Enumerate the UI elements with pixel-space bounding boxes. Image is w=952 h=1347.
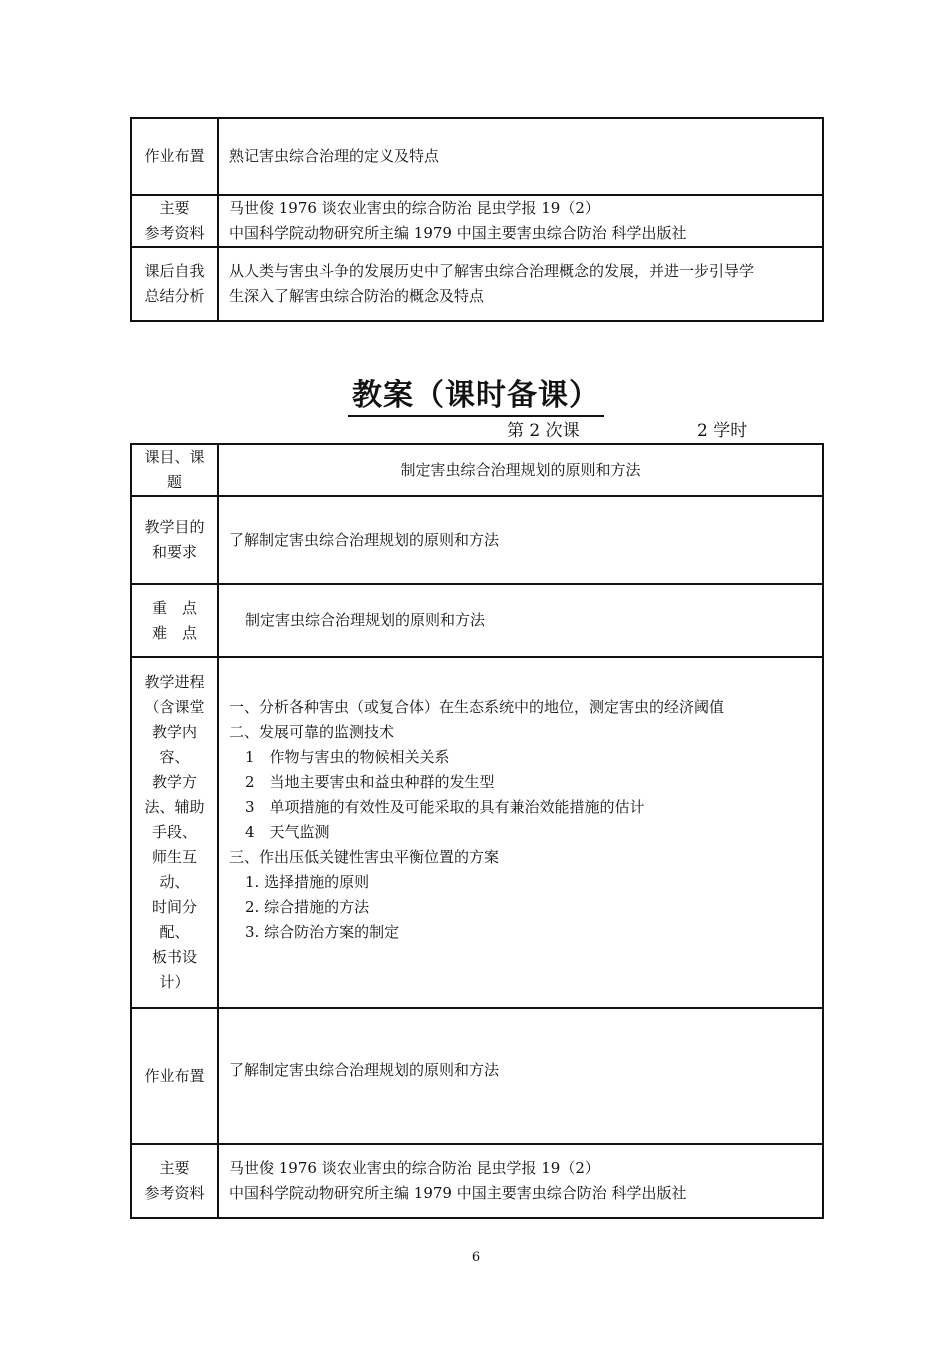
lesson-table — [130, 443, 824, 1219]
process-label-line: 计） — [159, 973, 190, 991]
homework-label: 作业布置 — [131, 118, 218, 195]
references-label-line: 参考资料 — [144, 224, 205, 242]
key-points-label-line: 重 点 — [151, 598, 197, 617]
key-points-value: 制定害虫综合治理规划的原则和方法 — [218, 584, 823, 657]
process-line: 一、分析各种害虫（或复合体）在生态系统中的地位，测定害虫的经济阈值 — [229, 698, 725, 716]
bottom-reference-line: 中国科学院动物研究所主编 1979 中国主要害虫综合防治 科学出版社 — [229, 1184, 687, 1202]
process-label-line: 师生互 — [151, 848, 197, 866]
bottom-references-label — [131, 1144, 218, 1218]
lesson-prefix: 第 — [507, 421, 524, 441]
bottom-homework-value: 了解制定害虫综合治理规划的原则和方法 — [218, 1008, 823, 1144]
process-label-line: 板书设 — [151, 948, 197, 966]
key-points-label — [131, 584, 218, 657]
homework-row — [131, 118, 823, 195]
lesson-plan-title-text: 教案（课时备课） — [348, 378, 604, 417]
lesson-hours — [697, 420, 747, 442]
process-line: 1. 选择措施的原则 — [245, 873, 370, 891]
self-analysis-line: 从人类与害虫斗争的发展历史中了解害虫综合治理概念的发展，并进一步引导学 — [229, 262, 755, 280]
process-line: 2. 综合措施的方法 — [245, 898, 370, 916]
process-content — [218, 657, 823, 1008]
topic-value: 制定害虫综合治理规划的原则和方法 — [218, 444, 823, 496]
lesson-number: 2 — [529, 421, 541, 441]
reference-line: 马世俊 1976 谈农业害虫的综合防治 昆虫学报 19（2） — [229, 199, 600, 217]
self-analysis-label — [131, 247, 218, 321]
references-row — [131, 195, 823, 247]
topic-label-line: 课目、课 — [144, 448, 205, 466]
self-analysis-value — [218, 247, 823, 321]
process-line: 2 当地主要害虫和益虫种群的发生型 — [245, 773, 495, 791]
bottom-references-row — [131, 1144, 823, 1218]
lesson-plan-title — [0, 376, 952, 416]
topic-row — [131, 444, 823, 496]
process-line: 1 作物与害虫的物候相关关系 — [245, 748, 450, 766]
process-label-line: 教学内 — [151, 723, 197, 741]
process-label-line: 手段、 — [151, 823, 197, 841]
process-label — [131, 657, 218, 1008]
process-line: 3 单项措施的有效性及可能采取的具有兼治效能措施的估计 — [245, 798, 645, 816]
goals-row — [131, 496, 823, 584]
self-analysis-label-line: 课后自我 — [144, 262, 205, 280]
topic-label — [131, 444, 218, 496]
process-row — [131, 657, 823, 1008]
hours-number: 2 — [697, 421, 708, 441]
reference-line: 中国科学院动物研究所主编 1979 中国主要害虫综合防治 科学出版社 — [229, 224, 687, 242]
goals-label — [131, 496, 218, 584]
top-table — [130, 117, 824, 322]
self-analysis-line: 生深入了解害虫综合防治的概念及特点 — [229, 287, 485, 305]
bottom-references-label-line: 参考资料 — [144, 1184, 205, 1202]
self-analysis-row — [131, 247, 823, 321]
process-label-line: 时间分 — [151, 898, 197, 916]
key-points-label-line: 难 点 — [151, 623, 197, 642]
process-line: 三、作出压低关键性害虫平衡位置的方案 — [229, 848, 500, 866]
self-analysis-label-line: 总结分析 — [144, 287, 205, 305]
bottom-homework-row — [131, 1008, 823, 1144]
process-label-line: 配、 — [159, 923, 190, 941]
references-label-line: 主要 — [159, 199, 190, 217]
process-line: 二、发展可靠的监测技术 — [229, 723, 395, 741]
goals-label-line: 和要求 — [151, 543, 197, 561]
bottom-references-label-line: 主要 — [159, 1159, 190, 1177]
goals-label-line: 教学目的 — [144, 518, 205, 536]
process-label-line: 教学方 — [151, 773, 197, 791]
topic-label-line: 题 — [166, 473, 182, 491]
process-label-line: 容、 — [159, 748, 190, 766]
key-points-row — [131, 584, 823, 657]
bottom-references-value — [218, 1144, 823, 1218]
process-label-line: （含课堂 — [144, 698, 205, 716]
bottom-reference-line: 马世俊 1976 谈农业害虫的综合防治 昆虫学报 19（2） — [229, 1159, 600, 1177]
lesson-subline — [507, 420, 748, 442]
references-value — [218, 195, 823, 247]
homework-value: 熟记害虫综合治理的定义及特点 — [218, 118, 823, 195]
process-line: 3. 综合防治方案的制定 — [245, 923, 400, 941]
references-label — [131, 195, 218, 247]
bottom-homework-label: 作业布置 — [131, 1008, 218, 1144]
goals-value: 了解制定害虫综合治理规划的原则和方法 — [218, 496, 823, 584]
page-number: 6 — [471, 1250, 481, 1265]
lesson-suffix: 次课 — [545, 421, 580, 441]
process-label-line: 动、 — [159, 873, 190, 891]
process-line: 4 天气监测 — [245, 823, 330, 841]
process-label-line: 法、辅助 — [144, 798, 205, 816]
process-label-line: 教学进程 — [144, 673, 205, 691]
hours-suffix: 学时 — [713, 421, 748, 441]
